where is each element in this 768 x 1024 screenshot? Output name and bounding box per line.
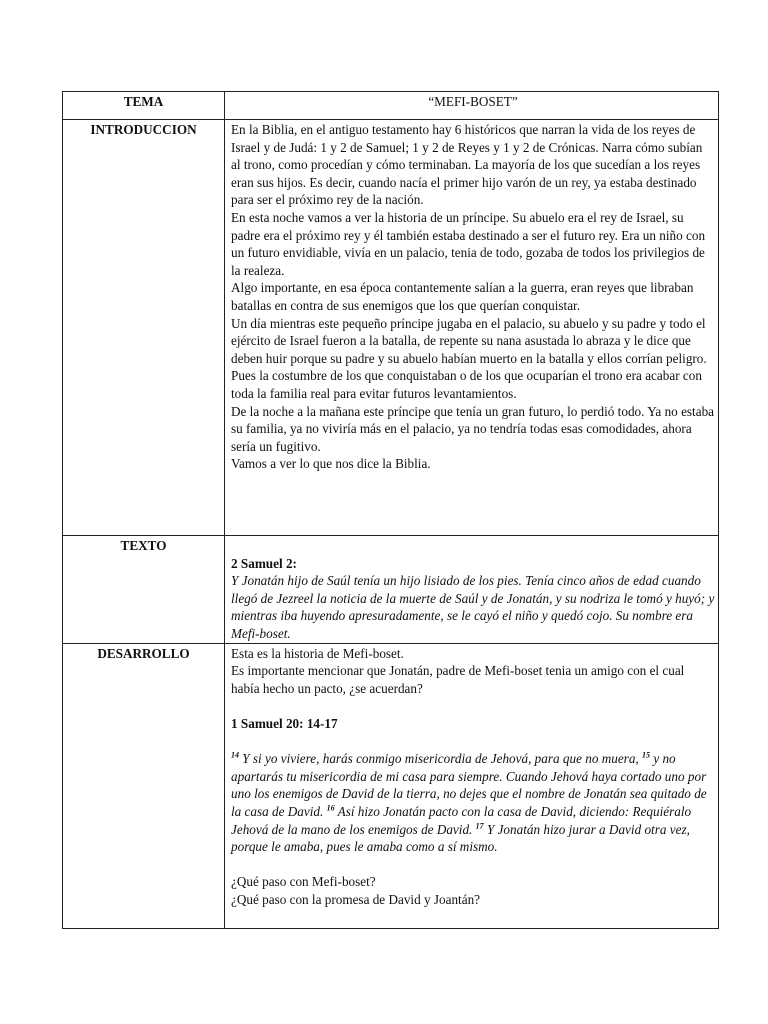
row-introduccion — [63, 120, 719, 536]
desarrollo-content — [225, 643, 719, 928]
intro-paragraph: En esta noche vamos a ver la historia de un príncipe. Su abuelo era el rey de Israel, su padre era el próximo rey y él también estaba destinado a ser el futuro rey. Era un niño con un futuro envidiable, vivía en un palacio, tenia de todo, gozaba de todos los privilegios de la realeza. — [231, 209, 706, 278]
introduccion-content — [225, 120, 719, 536]
desarrollo-label: DESARROLLO — [63, 643, 225, 928]
verse-number: 15 — [642, 750, 651, 760]
intro-paragraph: Un día mientras este pequeño príncipe jugaba en el palacio, su abuelo y su padre y todo el ejército de Israel fueron a la batalla, de repente su nana asustada lo abraza y le dice que deben huir porque su padre y su abuelo habían muerto en la batalla y ellos corrían peligro. Pues la costumbre de los que conquistaban o de los que ocuparían el trono era acabar con toda la familia real para evitar futuros levantamientos. — [231, 315, 707, 401]
question: ¿Qué paso con Mefi-boset? — [231, 874, 376, 890]
spacer — [231, 856, 715, 874]
introduccion-label: INTRODUCCION — [63, 120, 225, 536]
desarrollo-line: Es importante mencionar que Jonatán, padre de Mefi-boset tenia un amigo con el cual había hecho un pacto, ¿se acuerdan? — [231, 663, 685, 696]
desarrollo-reference: 1 Samuel 20: 14-17 — [231, 715, 338, 731]
verse-text: Y si yo viviere, harás conmigo misericordia de Jehová, para que no muera, — [239, 751, 643, 767]
verse-number: 14 — [231, 750, 239, 760]
intro-paragraph: Vamos a ver lo que nos dice la Biblia. — [231, 456, 431, 472]
sermon-outline-table — [62, 91, 719, 929]
verse-text: Y Jonatán hizo jurar a David otra vez, porque le amaba, pues le amaba como a sí mismo. — [231, 821, 690, 855]
row-desarrollo — [63, 643, 719, 928]
intro-paragraph: En la Biblia, en el antiguo testamento hay 6 históricos que narran la vida de los reyes de Israel y de Judá: 1 y 2 de Samuel; 1 y 2 de Reyes y 1 y 2 de Crónicas. Narra cómo subían al trono, como procedían y cómo terminaban. La mayoría de los que sucedían a los reyes eran sus hijos. Es decir, cuando nacía el primer hijo varón de un rey, ya estaba destinado para ser el próximo rey de la nación. — [231, 122, 703, 208]
intro-paragraph: De la noche a la mañana este príncipe que tenía un gran futuro, lo perdió todo. Ya no estaba su familia, ya no viviría más en el palacio, ya no tendría todas esas comodidades, ahora sería un fugitivo. — [231, 403, 715, 454]
verse-text: y no apartarás tu misericordia de mi casa para siempre. Cuando Jehová haya cortado uno por uno los enemigos de David de la tierra, no dejes que el nombre de Jonatán sea quitado de la casa de David. — [231, 751, 707, 819]
texto-reference: 2 Samuel 2: — [231, 555, 297, 571]
verse-number: 16 — [326, 803, 335, 813]
desarrollo-quote — [231, 750, 715, 856]
spacer — [231, 733, 715, 751]
question: ¿Qué paso con la promesa de David y Joantán? — [231, 891, 481, 907]
tema-value: “MEFI-BOSET” — [225, 92, 719, 120]
verse-number: 17 — [475, 821, 484, 831]
spacer — [231, 697, 715, 715]
verse-text: Así hizo Jonatán pacto con la casa de David, diciendo: Requiéralo Jehová de la mano de los enemigos de David. — [231, 803, 692, 837]
tema-label: TEMA — [63, 92, 225, 120]
texto-label: TEXTO — [63, 536, 225, 644]
row-tema — [63, 92, 719, 120]
desarrollo-line: Esta es la historia de Mefi-boset. — [231, 645, 404, 661]
spacer — [231, 537, 715, 555]
texto-content — [225, 536, 719, 644]
row-texto — [63, 536, 719, 644]
texto-quote: Y Jonatán hijo de Saúl tenía un hijo lisiado de los pies. Tenía cinco años de edad cuando llegó de Jezreel la noticia de la muerte de Saúl y de Jonatán, y su nodriza le tomó y huyó; y mientras iba huyendo apresuradamente, se le cayó el niño y quedó cojo. Su nombre era Mefi-boset. — [231, 573, 715, 641]
intro-paragraph: Algo importante, en esa época contantemente salían a la guerra, eran reyes que libraban batallas en contra de sus enemigos que los que querían conquistar. — [231, 280, 694, 313]
